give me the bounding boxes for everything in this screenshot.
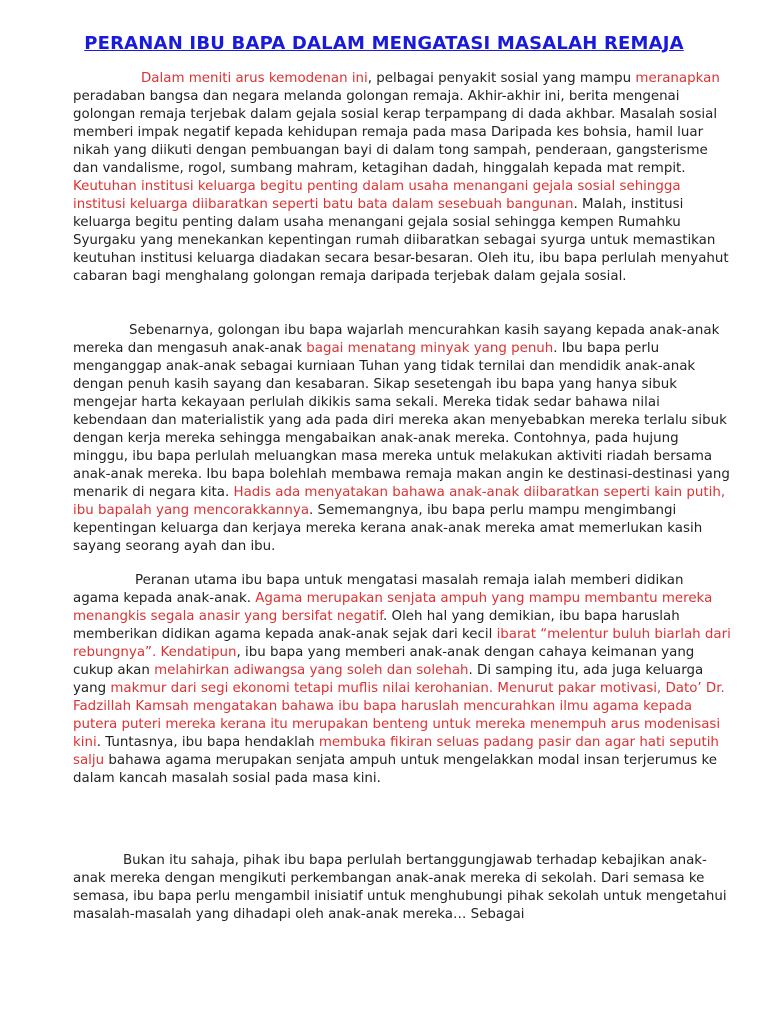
body-text: Bukan itu sahaja, pihak ibu bapa perlulah bertanggungjawab terhadap kebajikan anak-anak mereka dengan mengikuti perkembangan anak-anak mereka di sekolah. Dari semasa ke semasa, ibu bapa perlu mengambil inisiatif untuk menghubungi pihak sekolah untuk mengetahui masalah-masalah yang dihadapi oleh anak-anak mereka… Sebagai xyxy=(73,853,727,922)
body-text: . Malah, institusi keluarga begitu penting dalam usaha menangani gejala sosial sehingga kempen Rumahku Syurgaku yang menekankan kepentingan rumah diibaratkan sebagai syurga untuk memastikan keutuhan institusi keluarga diadakan secara besar-besaran. Oleh itu, ibu bapa perlulah menyahut cabaran bagi menghalang golongan remaja daripada terjebak dalam gejala sosial. xyxy=(73,197,729,284)
body-text: bahawa agama merupakan senjata ampuh untuk mengelakkan modal insan terjerumus ke dalam kancah masalah sosial pada masa kini. xyxy=(73,753,718,786)
highlighted-text: melahirkan adiwangsa yang soleh dan solehah xyxy=(154,663,469,678)
highlighted-text: Dalam meniti arus kemodenan ini xyxy=(141,71,368,86)
document-title: PERANAN IBU BAPA DALAM MENGATASI MASALAH REMAJA xyxy=(84,33,684,54)
body-text: , pelbagai penyakit sosial yang mampu xyxy=(367,71,636,86)
highlighted-text: ibarat “melentur buluh biarlah dari rebungnya”. Kendatipun xyxy=(73,627,731,660)
paragraph-1 xyxy=(73,70,733,286)
body-text: peradaban bangsa dan negara melanda golongan remaja. Akhir-akhir ini, berita mengenai golongan remaja terjebak dalam gejala sosial kerap terpampang di dada akhbar. Masalah sosial memberi impak negatif kepada kehidupan remaja pada masa Daripada kes bohsia, hamil luar nikah yang diikuti dengan pembuangan bayi di dalam tong sampah, penderaan, gangsterisme dan vandalisme, rogol, sumbang mahram, ketagihan dadah, hinggalah kepada mat rempit. xyxy=(73,89,718,176)
highlighted-text: membuka fikiran seluas padang pasir dan agar hati seputih salju xyxy=(73,735,719,768)
paragraph-2 xyxy=(73,322,733,556)
body-text: Sebenarnya, golongan ibu bapa wajarlah mencurahkan kasih sayang kepada anak-anak mereka dan mengasuh anak-anak xyxy=(73,323,720,356)
highlighted-text: meranapkan xyxy=(635,71,720,86)
body-text: , ibu bapa yang memberi anak-anak dengan cahaya keimanan yang cukup akan xyxy=(73,645,695,678)
body-text: . Ibu bapa perlu menganggap anak-anak sebagai kurniaan Tuhan yang tidak ternilai dan mendidik anak-anak dengan penuh kasih sayang dan kesabaran. Sikap sesetengah ibu bapa yang hanya sibuk mengejar harta kekayaan perlulah dikikis sama sekali. Mereka tidak sedar bahawa nilai kebendaan dan materialistik yang ada pada diri mereka akan menyebabkan mereka terlalu sibuk dengan kerja mereka sehingga mengabaikan anak-anak mereka. Contohnya, pada hujung minggu, ibu bapa perlulah meluangkan masa mereka untuk melakukan aktiviti riadah bersama anak-anak mereka. Ibu bapa bolehlah membawa remaja makan angin ke destinasi-destinasi yang menarik di negara kita. xyxy=(73,341,730,500)
paragraph-3 xyxy=(73,572,733,788)
paragraph-4 xyxy=(73,852,733,924)
body-text: Peranan utama ibu bapa untuk mengatasi masalah remaja ialah memberi didikan agama kepada anak-anak. xyxy=(73,573,684,606)
body-text: . Oleh hal yang demikian, ibu bapa haruslah memberikan didikan agama kepada anak-anak sejak dari kecil xyxy=(73,609,680,642)
body-text: . Tuntasnya, ibu bapa hendaklah xyxy=(96,735,319,750)
body-text: . Sememangnya, ibu bapa perlu mampu mengimbangi kepentingan keluarga dan kerjaya mereka kerana anak-anak mereka amat memerlukan kasih sayang seorang ayah dan ibu. xyxy=(73,503,703,554)
body-text: . Di samping itu, ada juga keluarga yang xyxy=(73,663,704,696)
highlighted-text: Hadis ada menyatakan bahawa anak-anak diibaratkan seperti kain putih, ibu bapalah yang mencorakkannya xyxy=(73,485,726,518)
highlighted-text: Agama merupakan senjata ampuh yang mampu membantu mereka menangkis segala anasir yang bersifat negatif xyxy=(73,591,713,624)
highlighted-text: makmur dari segi ekonomi tetapi muflis nilai kerohanian. Menurut pakar motivasi, Dato’ Dr. Fadzillah Kamsah mengatakan bahawa ibu bapa haruslah mencurahkan ilmu agama kepada putera puteri mereka kerana itu merupakan benteng untuk mereka menempuh arus modenisasi kini xyxy=(73,681,725,750)
highlighted-text: bagai menatang minyak yang penuh xyxy=(306,341,554,356)
highlighted-text: Keutuhan institusi keluarga begitu penting dalam usaha menangani gejala sosial sehingga institusi keluarga diibaratkan seperti batu bata dalam sesebuah bangunan xyxy=(73,179,681,212)
